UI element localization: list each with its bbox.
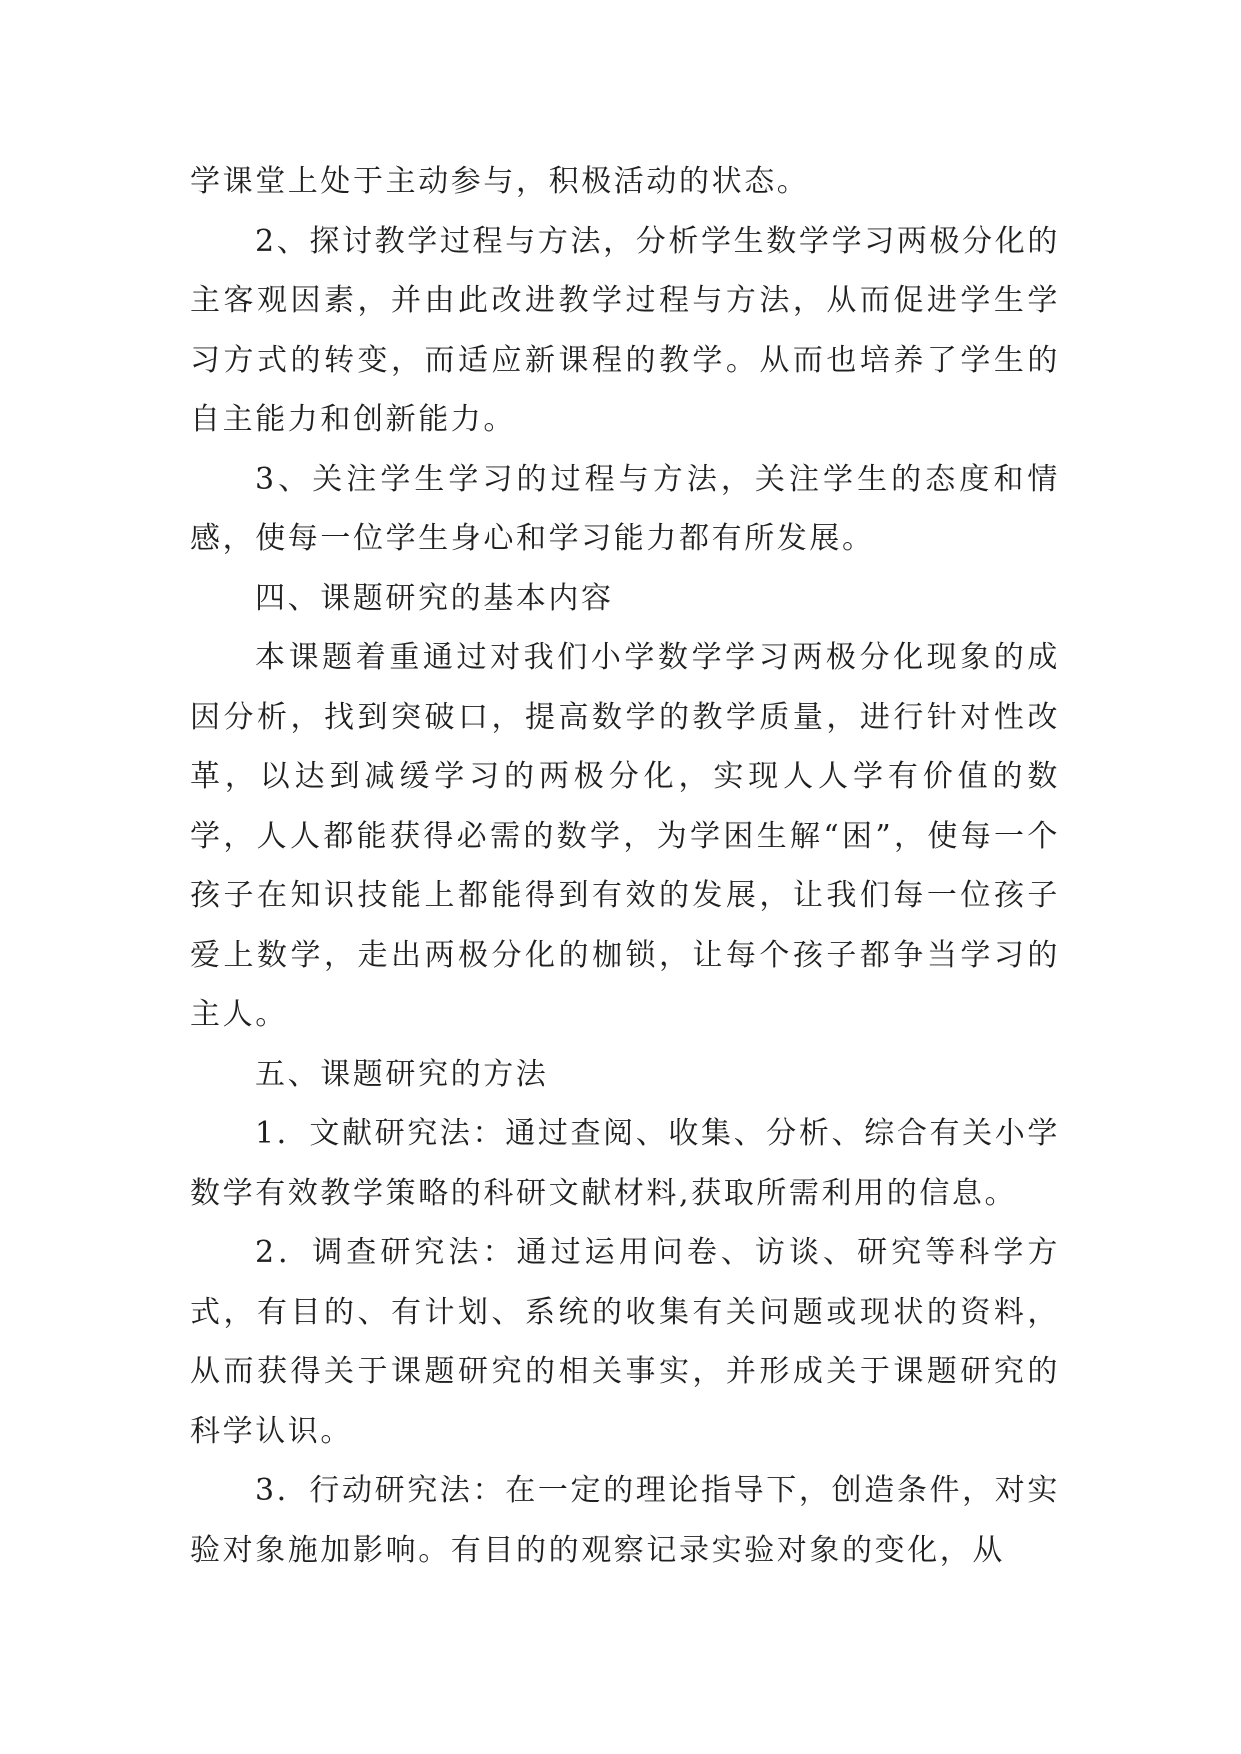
- paragraph-method-2: 2．调查研究法：通过运用问卷、访谈、研究等科学方式，有目的、有计划、系统的收集有关问题或现状的资料，从而获得关于课题研究的相关事实，并形成关于课题研究的科学认识。: [190, 1235, 1060, 1449]
- paragraph-method-1: 1．文献研究法：通过查阅、收集、分析、综合有关小学数学有效教学策略的科研文献材料,获取所需利用的信息。: [190, 1116, 1060, 1211]
- paragraph-goal-3: 3、关注学生学习的过程与方法，关注学生的态度和情感，使每一位学生身心和学习能力都有所发展。: [190, 461, 1060, 556]
- section-heading-methods: 五、课题研究的方法: [255, 1056, 549, 1092]
- paragraph-content: 本课题着重通过对我们小学数学学习两极分化现象的成因分析，找到突破口，提高数学的教学质量，进行针对性改革，以达到减缓学习的两极分化，实现人人学有价值的数学，人人都能获得必需的数学，为学困生解“困”，使每一个孩子在知识技能上都能得到有效的发展，让我们每一位孩子爱上数学，走出两极分化的枷锁，让每个孩子都争当学习的主人。: [190, 640, 1060, 1032]
- paragraph-goal-2: 2、探讨教学过程与方法，分析学生数学学习两极分化的主客观因素，并由此改进教学过程与方法，从而促进学生学习方式的转变，而适应新课程的教学。从而也培养了学生的自主能力和创新能力。: [190, 223, 1060, 437]
- paragraph-continuation: 学课堂上处于主动参与，积极活动的状态。: [190, 164, 810, 199]
- paragraph-method-3: 3．行动研究法：在一定的理论指导下，创造条件，对实验对象施加影响。有目的的观察记录实验对象的变化，从: [190, 1473, 1060, 1568]
- document-body: [190, 152, 1060, 1580]
- section-heading-content: 四、课题研究的基本内容: [255, 580, 614, 616]
